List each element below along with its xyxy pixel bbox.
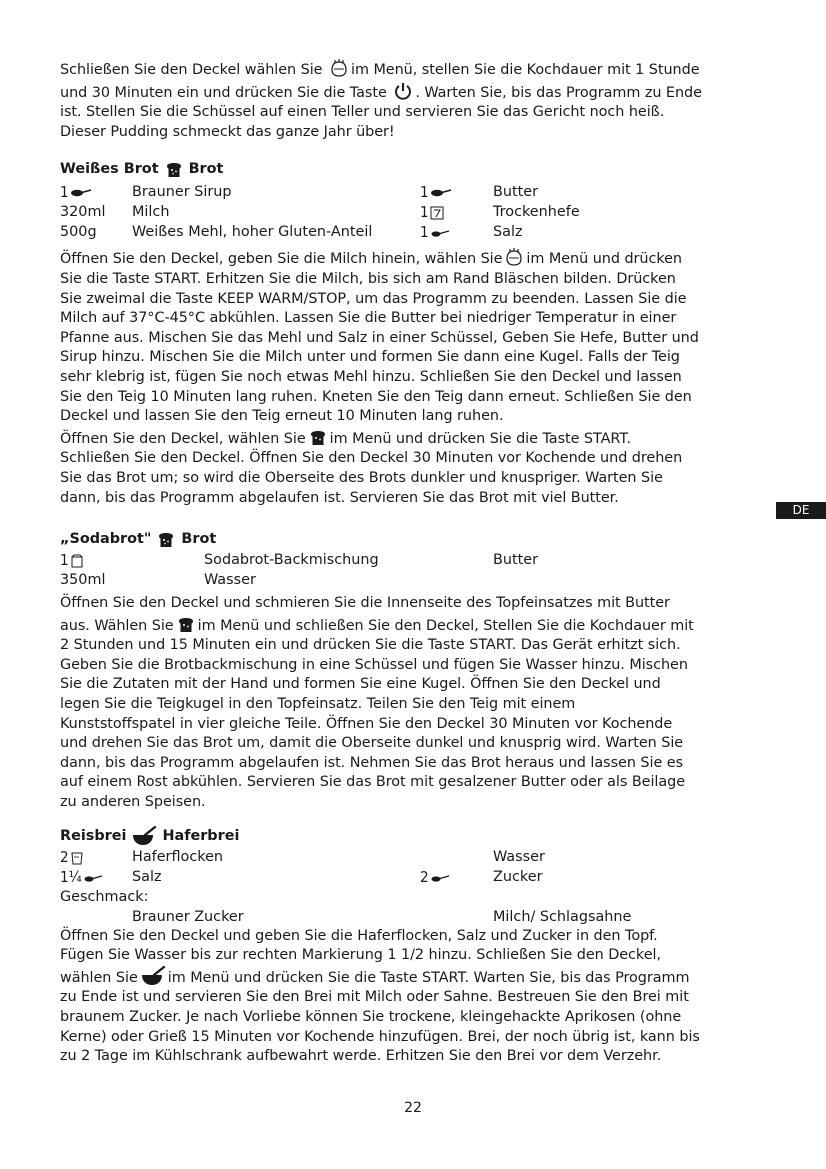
porridge-ingredients [60, 847, 776, 927]
ingredient-row: 1¼ Salz 2 Zucker [60, 867, 543, 886]
white-bread-instructions: Öffnen Sie den Deckel, geben Sie die Milch hinein, wählen Sie im Menü und drücken Sie die Taste START. Erhitzen Sie die Milch, bis sich am Rand Bläschen bilden. Drücken Sie zweimal die Taste KEEP WARM/STOP, um das Programm zu beenden. Lassen Sie die Milch auf 37°C-45°C abkühlen. Lassen Sie die Butter bei niedriger Temperatur in einer Pfanne aus. Mischen Sie das Mehl und Salz in einer Schüssel, Geben Sie Hefe, Butter und Sirup hinzu. Mischen Sie die Milch unter und formen Sie dann eine Kugel. Falls der Teig sehr klebrig ist, fügen Sie noch etwas Mehl hinzu. Schließen Sie den Deckel und lassen Sie den Teig 10 Minuten lang ruhen. Kneten Sie den Teig dann erneut. Schließen Sie den Deckel und lassen Sie den Teig erneut 10 Minuten lang ruhen. Öffnen Sie den Deckel, wählen Sie im Menü und drücken Sie die Taste START. Schließen Sie den Deckel. Öffnen Sie den Deckel 30 Minuten vor Kochende und drehen Sie das Brot um; so wird die Oberseite des Brots dunkler und knuspriger. Warten Sie dann, bis das Programm abgelaufen ist. Servieren Sie das Brot mit viel Butter. [60, 247, 776, 508]
teaspoon-icon [430, 228, 450, 238]
taste-row: Brauner Zucker Milch/ Schlagsahne [132, 908, 632, 925]
ingredient-row: 1 Sodabrot-Backmischung Butter [60, 551, 539, 570]
package-icon [70, 554, 84, 568]
porridge-bowl-icon [140, 966, 166, 986]
milk-program-icon [329, 58, 349, 78]
measuring-cup-icon [70, 851, 84, 865]
bread-icon [164, 159, 184, 179]
tablespoon-icon [430, 188, 452, 198]
white-bread-ingredients [60, 182, 776, 242]
bread-icon [176, 614, 196, 634]
yeast-packet-icon [430, 206, 444, 220]
soda-bread-instructions: Öffnen Sie den Deckel und schmieren Sie die Innenseite des Topfeinsatzes mit Butter aus. Wählen Sie im Menü und schließen Sie den Deckel, Stellen Sie die Kochdauer mit 2 Stunden und 15 Minuten ein und drücken Sie die Taste START. Das Gerät erhitzt sich. Geben Sie die Brotbackmischung in eine Schüssel und fügen Sie Wasser hinzu. Mischen Sie die Zutaten mit der Hand und formen Sie eine Kugel. Öffnen Sie den Deckel und legen Sie die Teigkugel in den Topfeinsatz. Teilen Sie den Teig mit einem Kunststoffspatel in vier gleiche Teile. Öffnen Sie den Deckel 30 Minuten vor Kochende und drehen Sie das Brot um, damit die Oberseite dunkel und knusprig wird. Warten Sie dann, bis das Programm abgelaufen ist. Nehmen Sie das Brot heraus und lassen Sie es auf einem Rost abkühlen. Servieren Sie das Brot mit gesalzener Butter oder als Beilage zu anderen Speisen. [60, 595, 694, 811]
ingredient-row: 320ml Milch 1 Trockenhefe [60, 203, 580, 222]
power-button-icon [393, 81, 413, 101]
teaspoon-icon [83, 873, 103, 883]
ingredient-row: 350ml Wasser [60, 572, 256, 589]
porridge-instructions: Öffnen Sie den Deckel und geben Sie die Haferflocken, Salz und Zucker in den Topf. Fügen Sie Wasser bis zur rechten Markierung 1 1/2 hinzu. Schließen Sie den Deckel, wählen Sie im Menü und drücken Sie die Taste START. Warten Sie, bis das Programm zu Ende ist und servieren Sie den Brei mit Milch oder Sahne. Bestreuen Sie den Brei mit braunem Zucker. Je nach Vorliebe können Sie trockene, kleingehackte Aprikosen (ohne Kerne) oder Grieß 15 Minuten vor Kochende hinzufügen. Brei, der noch übrig ist, kann bis zu 2 Tage im Kühlschrank aufbewahrt werde. Erhitzen Sie den Brei vor dem Verzehr. [60, 927, 700, 1065]
taste-label-row: Geschmack: [60, 888, 149, 905]
ingredient-row: 1 Brauner Sirup 1 Butter [60, 183, 539, 202]
soda-bread-heading: „Sodabrot" Brot [60, 531, 217, 548]
porridge-heading: Reisbrei Haferbrei [60, 827, 240, 844]
language-tab: DE [776, 502, 826, 519]
tablespoon-icon [70, 188, 92, 198]
page-number: 22 [404, 1100, 422, 1116]
porridge-bowl-icon [131, 826, 157, 846]
manual-page [60, 58, 776, 1067]
ingredient-row: 500g Weißes Mehl, hoher Gluten-Anteil 1 Salz [60, 223, 523, 242]
soda-bread-ingredients [60, 550, 776, 590]
white-bread-heading: Weißes Brot Brot [60, 161, 224, 178]
bread-icon [308, 427, 328, 447]
bread-icon [156, 529, 176, 549]
ingredient-row: 2 Haferflocken Wasser [60, 847, 545, 866]
teaspoon-icon [430, 873, 450, 883]
milk-program-icon [504, 247, 524, 267]
intro-paragraph: Schließen Sie den Deckel wählen Sie im Menü, stellen Sie die Kochdauer mit 1 Stunde und 30 Minuten ein und drücken Sie die Taste . Warten Sie, bis das Programm zu Ende ist. Stellen Sie die Schüssel auf einen Teller und servieren Sie das Gericht noch heiß. Dieser Pudding schmeckt das ganze Jahr über! [60, 58, 776, 142]
